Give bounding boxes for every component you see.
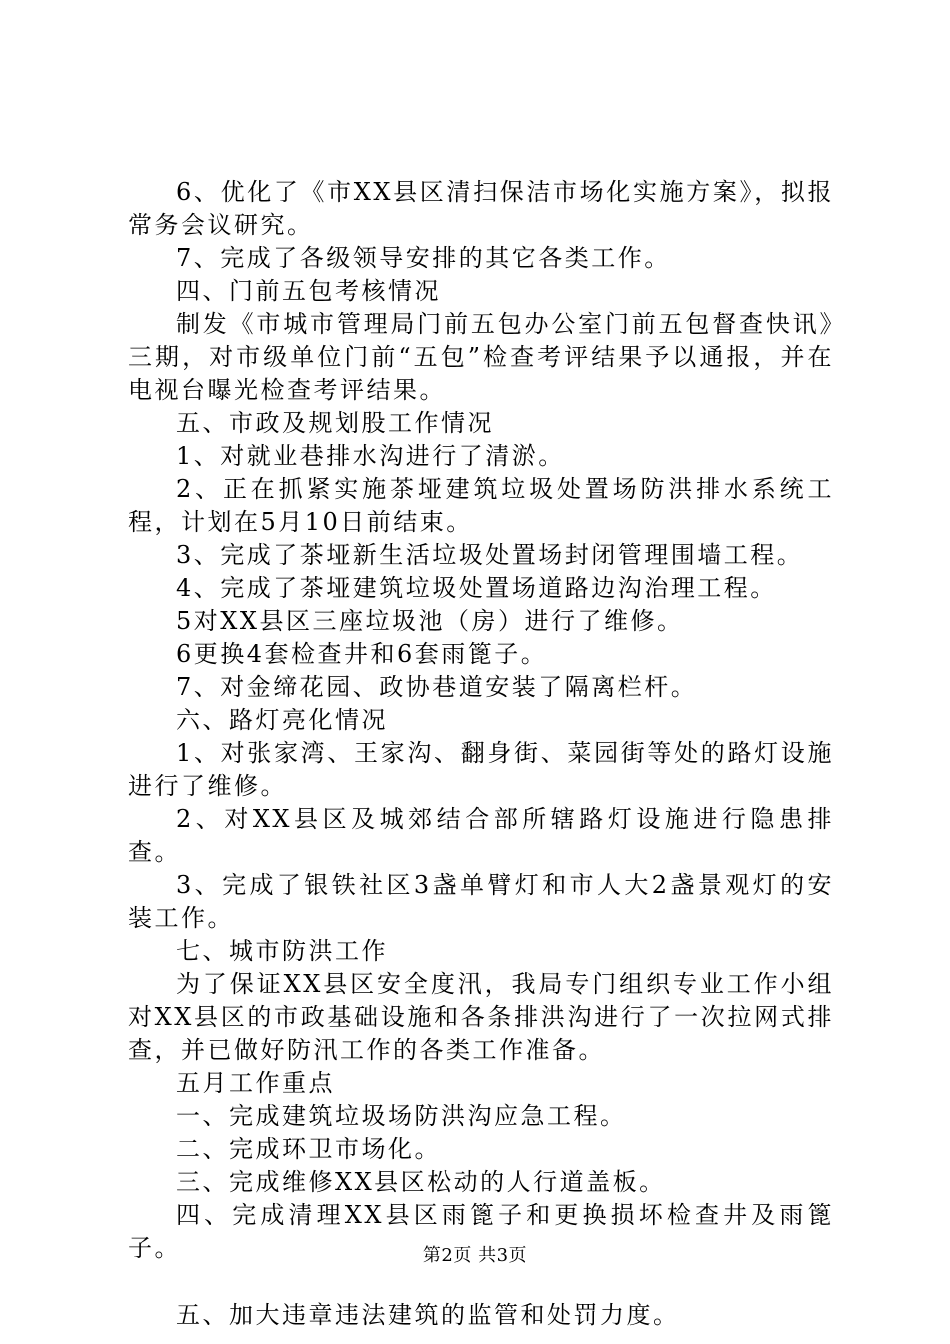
paragraph-priority-3: 三、完成维修XX县区松动的人行道盖板。 xyxy=(176,1168,666,1196)
paragraph-priority-2: 二、完成环卫市场化。 xyxy=(176,1135,441,1163)
paragraph-municipal-6: 6更换4套检查井和6套雨篦子。 xyxy=(176,640,548,668)
paragraph-municipal-4: 4、完成了茶垭建筑垃圾处置场道路边沟治理工程。 xyxy=(176,574,777,602)
paragraph-priority-5: 五、加大违章违法建筑的监管和处罚力度。 xyxy=(176,1301,680,1329)
section-heading-may-priorities: 五月工作重点 xyxy=(176,1069,335,1097)
paragraph-municipal-7: 7、对金缔花园、政协巷道安装了隔离栏杆。 xyxy=(176,673,698,701)
paragraph-item-7: 7、完成了各级领导安排的其它各类工作。 xyxy=(176,244,671,272)
paragraph-door-five: 制发《市城市管理局门前五包办公室门前五包督查快讯》三期，对市级单位门前“五包”检查考评结果予以通报，并在电视台曝光检查考评结果。 xyxy=(128,310,834,404)
paragraph-lighting-3: 3、完成了银铁社区3盏单臂灯和市人大2盏景观灯的安装工作。 xyxy=(128,871,834,932)
section-heading-6: 六、路灯亮化情况 xyxy=(176,706,388,734)
paragraph-lighting-1: 1、对张家湾、王家沟、翻身街、菜园街等处的路灯设施进行了维修。 xyxy=(128,739,834,800)
section-heading-5: 五、市政及规划股工作情况 xyxy=(176,409,494,437)
paragraph-municipal-2: 2、正在抓紧实施茶垭建筑垃圾处置场防洪排水系统工程，计划在5月10日前结束。 xyxy=(128,475,834,536)
page-number-label: 第2页 共3页 xyxy=(422,1245,528,1266)
paragraph-municipal-3: 3、完成了茶垭新生活垃圾处置场封闭管理围墙工程。 xyxy=(176,541,804,569)
paragraph-priority-4: 四、完成清理XX县区雨篦子和更换损坏检查井及雨篦子。 xyxy=(128,1201,834,1262)
section-heading-4: 四、门前五包考核情况 xyxy=(176,277,441,305)
document-body xyxy=(128,176,834,1332)
paragraph-priority-1: 一、完成建筑垃圾场防洪沟应急工程。 xyxy=(176,1102,627,1130)
paragraph-municipal-1: 1、对就业巷排水沟进行了清淤。 xyxy=(176,442,565,470)
paragraph-flood-control: 为了保证XX县区安全度汛，我局专门组织专业工作小组对XX县区的市政基础设施和各条排洪沟进行了一次拉网式排查，并已做好防汛工作的各类工作准备。 xyxy=(128,970,834,1064)
paragraph-municipal-5: 5对XX县区三座垃圾池（房）进行了维修。 xyxy=(176,607,684,635)
paragraph-item-6: 6、优化了《市XX县区清扫保洁市场化实施方案》，拟报常务会议研究。 xyxy=(128,178,834,239)
section-heading-7: 七、城市防洪工作 xyxy=(176,937,388,965)
paragraph-spacer xyxy=(128,1265,834,1299)
page-footer xyxy=(0,1244,950,1268)
paragraph-lighting-2: 2、对XX县区及城郊结合部所辖路灯设施进行隐患排查。 xyxy=(128,805,834,866)
